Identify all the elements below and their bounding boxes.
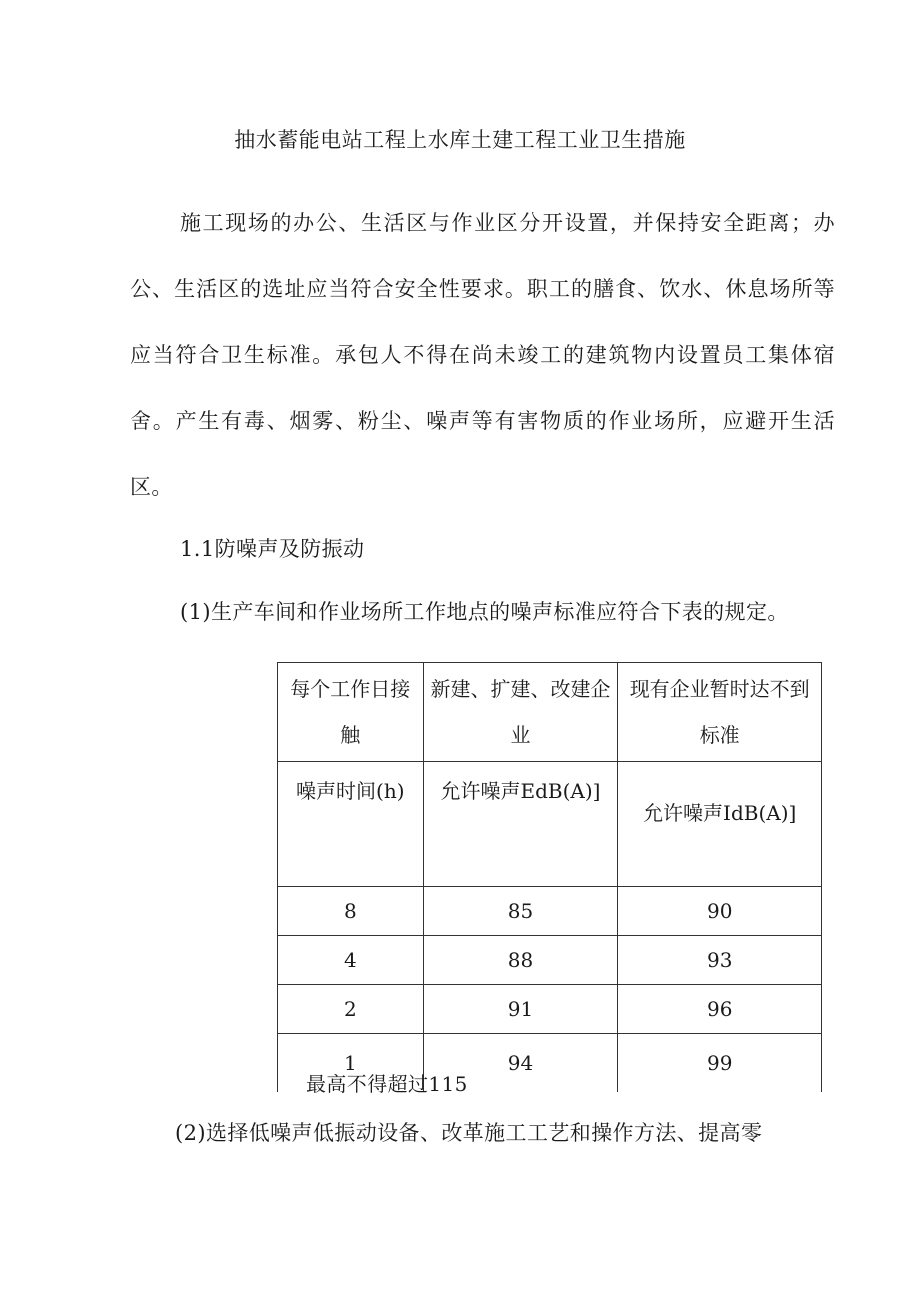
table-cell: 1	[278, 1034, 424, 1093]
table-header-cell: 每个工作日接触	[278, 663, 424, 762]
table-cell: 99	[618, 1034, 822, 1093]
table-header-cell: 噪声时间(h)	[278, 762, 424, 887]
item-2-text: (2)选择低噪声低振动设备、改革施工工艺和操作方法、提高零	[175, 1121, 763, 1145]
table-header-row	[278, 762, 822, 887]
table-cell: 85	[423, 887, 618, 936]
table-cell: 4	[278, 936, 424, 985]
table-header-row	[278, 663, 822, 762]
table-header-cell: 新建、扩建、改建企业	[423, 663, 618, 762]
page-title: 抽水蓄能电站工程上水库土建工程工业卫生措施	[234, 128, 686, 152]
table-row	[278, 887, 822, 936]
noise-standard-table	[277, 662, 822, 1092]
item-1-text: (1)生产车间和作业场所工作地点的噪声标准应符合下表的规定。	[180, 600, 789, 624]
table-row	[278, 985, 822, 1034]
table-header-cell: 允许噪声IdB(A)]	[618, 762, 822, 887]
table-cell: 96	[618, 985, 822, 1034]
table-cell: 93	[618, 936, 822, 985]
table-cell: 94	[423, 1034, 618, 1093]
table-note: 最高不得超过115	[306, 1072, 468, 1096]
section-heading: 1.1防噪声及防振动	[180, 537, 365, 561]
table-row	[278, 936, 822, 985]
intro-paragraph: 施工现场的办公、生活区与作业区分开设置，并保持安全距离；办公、生活区的选址应当符合安全性要求。职工的膳食、饮水、休息场所等应当符合卫生标准。承包人不得在尚未竣工的建筑物内设置员工集体宿舍。产生有毒、烟雾、粉尘、噪声等有害物质的作业场所，应避开生活区。	[130, 211, 835, 499]
table-cell: 91	[423, 985, 618, 1034]
table-cell: 90	[618, 887, 822, 936]
table-cell: 8	[278, 887, 424, 936]
table-header-cell: 现有企业暂时达不到标准	[618, 663, 822, 762]
table-header-cell: 允许噪声EdB(A)]	[423, 762, 618, 887]
table-cell: 88	[423, 936, 618, 985]
table-cell: 2	[278, 985, 424, 1034]
